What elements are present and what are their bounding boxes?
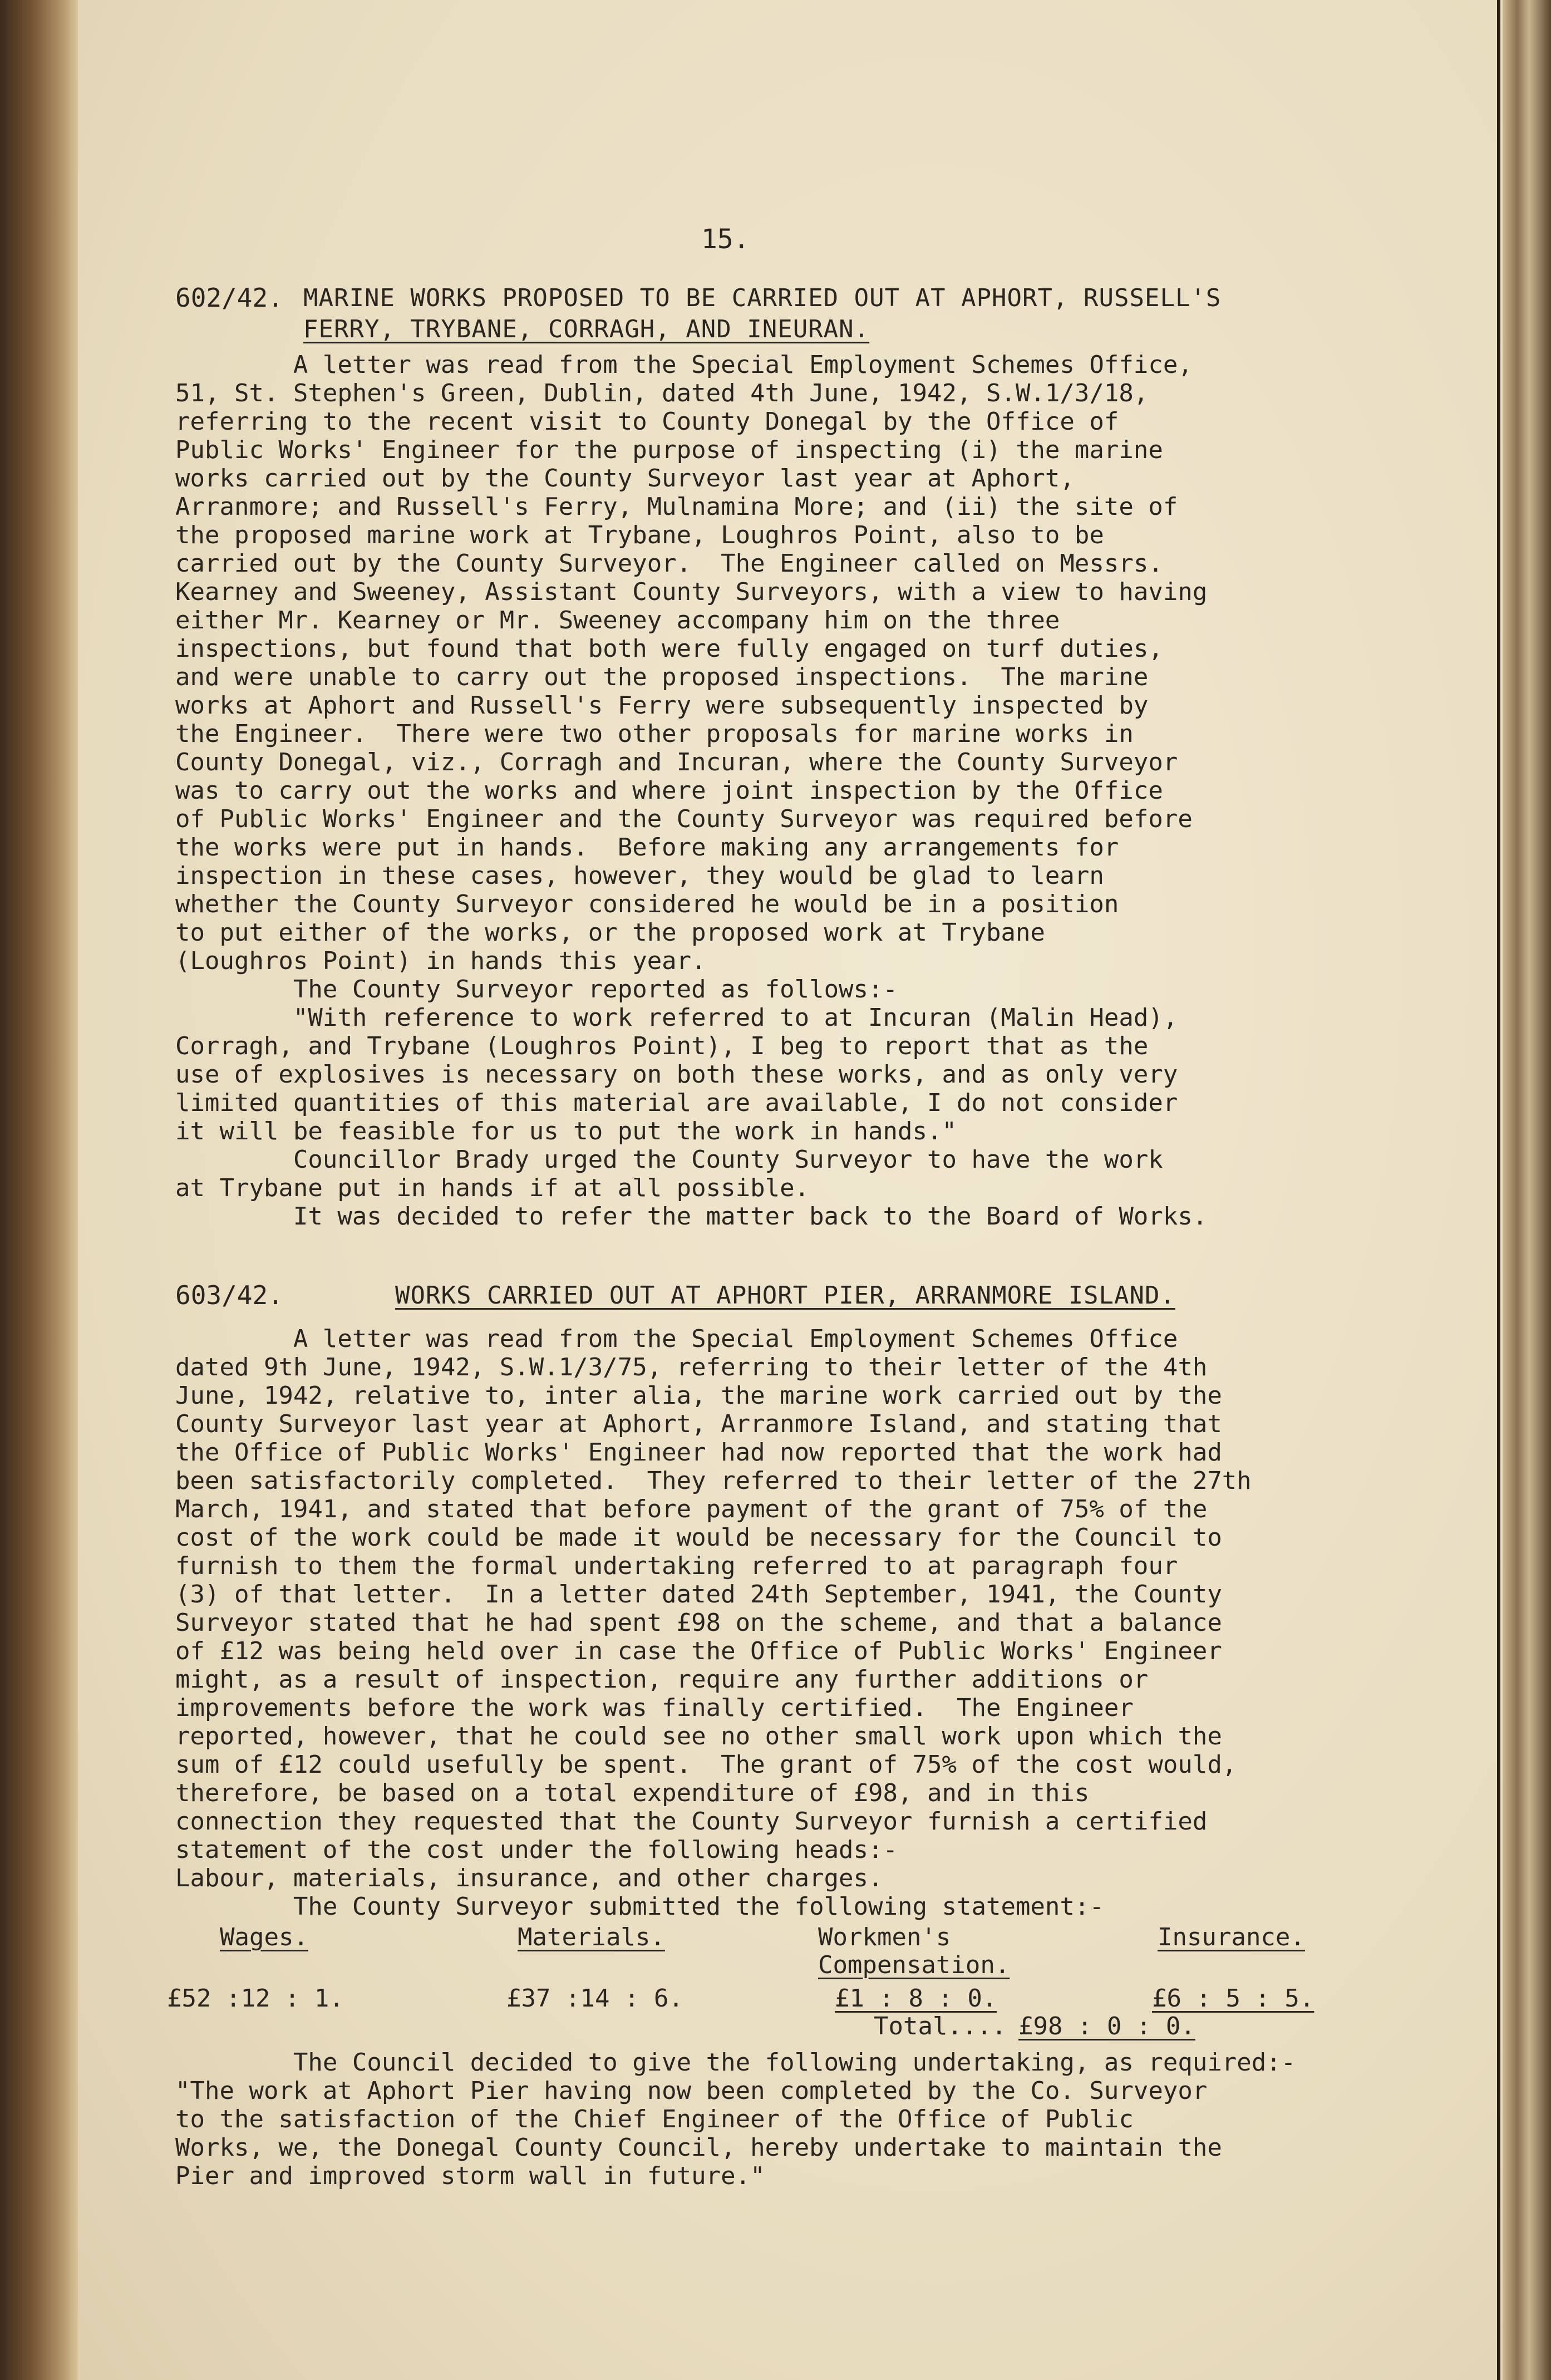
text-line: the Engineer. There were two other proposals for marine works in xyxy=(175,720,1134,748)
text-line: the Office of Public Works' Engineer had now reported that the work had xyxy=(175,1438,1222,1467)
text-line: Works, we, the Donegal County Council, hereby undertake to maintain the xyxy=(175,2133,1222,2162)
text-line: been satisfactorily completed. They referred to their letter of the 27th xyxy=(175,1467,1252,1495)
text-line: County Donegal, viz., Corragh and Incuran, where the County Surveyor xyxy=(175,748,1178,776)
text-line: to the satisfaction of the Chief Engineer of the Office of Public xyxy=(175,2105,1134,2133)
text-line: inspection in these cases, however, they would be glad to learn xyxy=(175,862,1104,890)
text-line: referring to the recent visit to County Donegal by the Office of xyxy=(175,407,1119,436)
text-line: works at Aphort and Russell's Ferry were subsequently inspected by xyxy=(175,691,1149,720)
text-line: inspections, but found that both were fully engaged on turf duties, xyxy=(175,635,1163,663)
table-value-wages: £52 :12 : 1. xyxy=(167,1984,344,2013)
text-line: Pier and improved storm wall in future." xyxy=(175,2162,765,2190)
text-line: "With reference to work referred to at Incuran (Malin Head), xyxy=(175,1004,1178,1032)
text-line: dated 9th June, 1942, S.W.1/3/75, referring to their letter of the 4th xyxy=(175,1353,1208,1381)
text-line: It was decided to refer the matter back to the Board of Works. xyxy=(175,1202,1208,1231)
text-line: the works were put in hands. Before making any arrangements for xyxy=(175,833,1119,862)
text-line: at Trybane put in hands if at all possible. xyxy=(175,1174,810,1202)
text-line: Public Works' Engineer for the purpose of inspecting (i) the marine xyxy=(175,436,1163,464)
text-line: Labour, materials, insurance, and other charges. xyxy=(175,1864,883,1892)
table-header-materials: Materials. xyxy=(518,1923,665,1951)
text-line: Kearney and Sweeney, Assistant County Surveyors, with a view to having xyxy=(175,578,1208,606)
page-edge-line xyxy=(1497,0,1500,2380)
table-total-label: Total.... xyxy=(874,2012,1007,2040)
text-line: was to carry out the works and where joint inspection by the Office xyxy=(175,776,1163,805)
section-heading-602-line2: FERRY, TRYBANE, CORRAGH, AND INEURAN. xyxy=(303,315,870,343)
book-edge xyxy=(1503,0,1551,2380)
paragraph-602-councillor xyxy=(175,1145,1163,1202)
table-value-materials: £37 :14 : 6. xyxy=(506,1984,683,2013)
text-line: of Public Works' Engineer and the County Surveyor was required before xyxy=(175,805,1193,833)
table-value-workmens: £1 : 8 : 0. xyxy=(835,1984,997,2013)
text-line: The County Surveyor reported as follows:- xyxy=(175,975,898,1004)
section-ref-602: 602/42. xyxy=(175,283,283,313)
page-text xyxy=(78,0,1503,2380)
text-line: either Mr. Kearney or Mr. Sweeney accompany him on the three xyxy=(175,606,1060,635)
text-line: County Surveyor last year at Aphort, Arranmore Island, and stating that xyxy=(175,1410,1222,1438)
section-heading-603: WORKS CARRIED OUT AT APHORT PIER, ARRANMORE ISLAND. xyxy=(395,1281,1176,1310)
table-header-wages: Wages. xyxy=(220,1923,308,1951)
text-line: therefore, be based on a total expenditure of £98, and in this xyxy=(175,1779,1090,1807)
text-line: cost of the work could be made it would be necessary for the Council to xyxy=(175,1523,1222,1552)
text-line: works carried out by the County Surveyor last year at Aphort, xyxy=(175,464,1075,493)
paragraph-602-report xyxy=(175,975,1178,1145)
table-header-insurance: Insurance. xyxy=(1158,1923,1305,1951)
text-line: 51, St. Stephen's Green, Dublin, dated 4th June, 1942, S.W.1/3/18, xyxy=(175,379,1149,407)
text-line: limited quantities of this material are available, I do not consider xyxy=(175,1089,1178,1117)
text-line: June, 1942, relative to, inter alia, the marine work carried out by the xyxy=(175,1381,1222,1410)
text-line: use of explosives is necessary on both these works, and as only very xyxy=(175,1060,1178,1089)
section-heading-602-line1: MARINE WORKS PROPOSED TO BE CARRIED OUT AT APHORT, RUSSELL'S xyxy=(303,284,1222,312)
table-header-workmens: Workmen's xyxy=(818,1923,951,1951)
text-line: March, 1941, and stated that before payment of the grant of 75% of the xyxy=(175,1495,1208,1523)
text-line: sum of £12 could usefully be spent. The grant of 75% of the cost would, xyxy=(175,1750,1237,1779)
text-line: A letter was read from the Special Employment Schemes Office xyxy=(175,1325,1178,1353)
text-line: "The work at Aphort Pier having now been completed by the Co. Surveyor xyxy=(175,2077,1208,2105)
table-value-insurance: £6 : 5 : 5. xyxy=(1152,1984,1314,2013)
text-line: and were unable to carry out the proposed inspections. The marine xyxy=(175,663,1149,691)
text-line: furnish to them the formal undertaking referred to at paragraph four xyxy=(175,1552,1178,1580)
text-line: Corragh, and Trybane (Loughros Point), I beg to report that as the xyxy=(175,1032,1149,1060)
text-line: Arranmore; and Russell's Ferry, Mulnamina More; and (ii) the site of xyxy=(175,493,1178,521)
book-binding xyxy=(0,0,78,2380)
text-line: whether the County Surveyor considered he would be in a position xyxy=(175,890,1119,918)
text-line: A letter was read from the Special Employment Schemes Office, xyxy=(175,351,1193,379)
text-line: improvements before the work was finally certified. The Engineer xyxy=(175,1694,1134,1722)
text-line: The Council decided to give the following undertaking, as required:- xyxy=(175,2048,1296,2077)
text-line: carried out by the County Surveyor. The Engineer called on Messrs. xyxy=(175,549,1163,578)
text-line: the proposed marine work at Trybane, Loughros Point, also to be xyxy=(175,521,1104,549)
table-header-compensation: Compensation. xyxy=(818,1951,1010,1979)
text-line: Councillor Brady urged the County Surveyor to have the work xyxy=(175,1145,1163,1174)
text-line: (Loughros Point) in hands this year. xyxy=(175,947,706,975)
text-line: statement of the cost under the following heads:- xyxy=(175,1836,898,1864)
text-line: of £12 was being held over in case the Office of Public Works' Engineer xyxy=(175,1637,1222,1665)
text-line: connection they requested that the County Surveyor furnish a certified xyxy=(175,1807,1208,1836)
paragraph-603-letter xyxy=(175,1325,1252,1892)
document-page xyxy=(78,0,1503,2380)
table-total-value: £98 : 0 : 0. xyxy=(1018,2012,1195,2040)
section-ref-603: 603/42. xyxy=(175,1280,283,1310)
text-line: might, as a result of inspection, require any further additions or xyxy=(175,1665,1149,1694)
text-line: it will be feasible for us to put the work in hands." xyxy=(175,1117,957,1145)
paragraph-602-decision xyxy=(175,1202,1207,1231)
text-line: Surveyor stated that he had spent £98 on the scheme, and that a balance xyxy=(175,1609,1222,1637)
text-line: to put either of the works, or the proposed work at Trybane xyxy=(175,918,1045,947)
text-line: (3) of that letter. In a letter dated 24th September, 1941, the County xyxy=(175,1580,1222,1609)
paragraph-603-undertaking xyxy=(175,2048,1296,2190)
text-line: reported, however, that he could see no other small work upon which the xyxy=(175,1722,1222,1750)
paragraph-602-letter xyxy=(175,351,1207,975)
page-number: 15. xyxy=(701,224,750,255)
paragraph-603-statement-intro xyxy=(175,1892,1104,1921)
text-line: The County Surveyor submitted the following statement:- xyxy=(175,1892,1104,1921)
